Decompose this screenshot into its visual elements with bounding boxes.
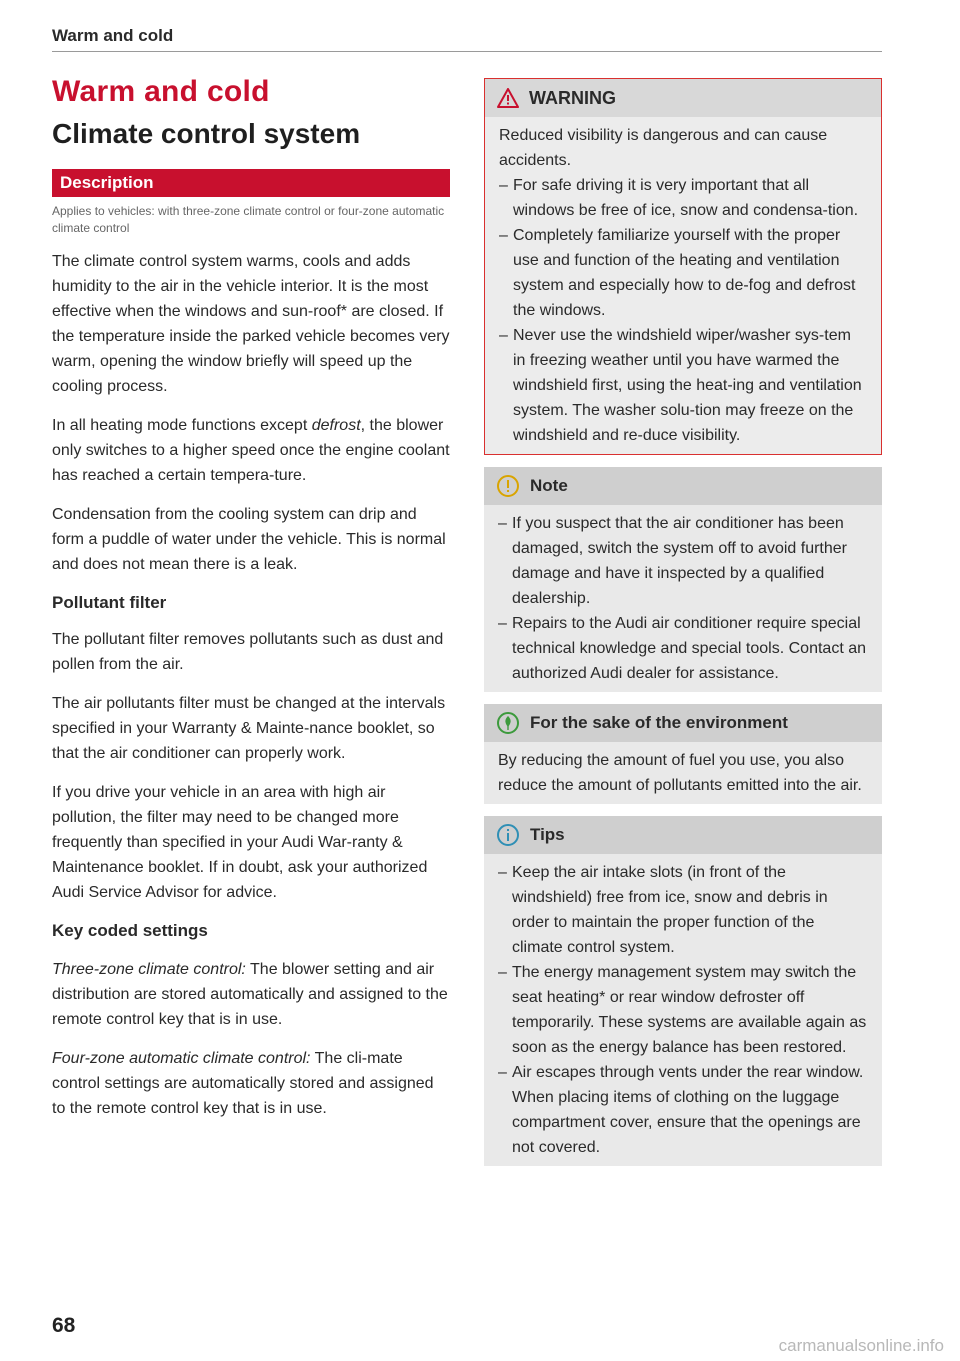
warning-box	[484, 78, 882, 455]
defrost-term: defrost	[311, 417, 361, 434]
paragraph-condensation: Condensation from the cooling system can drip and form a puddle of water under the vehicle. This is normal and does not mean there is a leak.	[52, 506, 446, 573]
environment-body: By reducing the amount of fuel you use, you also reduce the amount of pollutants emitted into the air.	[498, 752, 862, 794]
tips-list	[498, 860, 868, 1160]
paragraph-heating-post: , the blower only switches to a higher speed once the engine coolant has reached a certain tempera-ture.	[52, 417, 450, 484]
heading-key-coded: Key coded settings	[52, 921, 208, 940]
four-zone-text: The cli-mate control settings are automatically stored and assigned to the remote control key that is in use.	[52, 1050, 434, 1117]
environment-title: For the sake of the environment	[530, 713, 788, 732]
paragraph-heating-pre: In all heating mode functions except	[52, 417, 312, 434]
exclamation-circle-icon	[496, 474, 520, 498]
note-body	[484, 505, 882, 692]
paragraph-four-zone	[52, 1046, 450, 1121]
paragraph-intro: The climate control system warms, cools and adds humidity to the air in the vehicle interior. It is the most effective when the windows and sun-roof* are closed. If the temperature inside the parked vehicle becomes very warm, opening the window briefly will speed up the cooling process.	[52, 253, 450, 395]
applies-note: Applies to vehicles: with three-zone climate control or four-zone automatic climate control	[52, 204, 445, 235]
tips-header	[484, 816, 882, 854]
three-zone-text: The blower setting and air distribution are stored automatically and assigned to the remote control key that is in use.	[52, 961, 448, 1028]
list-item: – Completely familiarize yourself with the proper use and function of the heating and ventilation system and especially how to de-fog and defrost the windows.	[499, 223, 867, 323]
environment-leaf-icon	[496, 711, 520, 735]
note-list	[498, 511, 868, 686]
note-header	[484, 467, 882, 505]
list-item: – Repairs to the Audi air conditioner require special technical knowledge and special tools. Contact an authorized Audi dealer for assistance.	[498, 611, 868, 686]
description-bar: Description	[52, 169, 450, 197]
info-circle-icon	[496, 823, 520, 847]
page-number: 68	[52, 1314, 76, 1337]
paragraph-three-zone	[52, 957, 450, 1032]
warning-title: WARNING	[529, 88, 616, 108]
warning-list	[499, 173, 867, 448]
tips-box	[484, 816, 882, 1166]
chapter-title: Warm and cold	[52, 75, 270, 108]
list-item: – The energy management system may switch the seat heating* or rear window defroster off temporarily. These systems are available again as soon as the energy balance has been restored.	[498, 960, 868, 1060]
tips-title: Tips	[530, 825, 565, 844]
paragraph-pollutant-3: If you drive your vehicle in an area with high air pollution, the filter may need to be changed more frequently than specified in your Audi War-ranty & Maintenance booklet. If in doubt, ask your authorized Audi Service Advisor for advice.	[52, 784, 428, 901]
tips-body	[484, 854, 882, 1166]
list-item: – If you suspect that the air conditioner has been damaged, switch the system off to avoid further damage and have it inspected by a qualified dealership.	[498, 511, 868, 611]
paragraph-heating	[52, 413, 450, 488]
header-divider	[52, 51, 882, 52]
paragraph-pollutant-2: The air pollutants filter must be changed at the intervals specified in your Warranty & Mainte-nance booklet, so that the air conditioner can properly work.	[52, 695, 446, 762]
three-zone-term: Three-zone climate control:	[52, 961, 246, 978]
watermark: carmanualsonline.info	[778, 1336, 944, 1355]
list-item: – Air escapes through vents under the rear window. When placing items of clothing on the luggage compartment cover, ensure that the openings are not covered.	[498, 1060, 868, 1160]
list-item: – For safe driving it is very important that all windows be free of ice, snow and condensa-tion.	[499, 173, 867, 223]
list-item: – Never use the windshield wiper/washer sys-tem in freezing weather until you have warmed the windshield first, using the heat-ing and ventilation system. The washer solu-tion may freeze on the windshield and re-duce visibility.	[499, 323, 867, 448]
list-item: – Keep the air intake slots (in front of the windshield) free from ice, snow and debris in order to maintain the proper function of the climate control system.	[498, 860, 868, 960]
warning-header	[485, 79, 881, 117]
warning-triangle-icon	[497, 88, 519, 108]
four-zone-term: Four-zone automatic climate control:	[52, 1050, 311, 1067]
note-title: Note	[530, 476, 568, 495]
section-title: Climate control system	[52, 118, 361, 149]
paragraph-pollutant-1: The pollutant filter removes pollutants such as dust and pollen from the air.	[52, 631, 444, 673]
running-header: Warm and cold	[52, 26, 174, 45]
right-column	[484, 78, 882, 1166]
environment-box	[484, 704, 882, 804]
warning-intro: Reduced visibility is dangerous and can cause accidents.	[499, 127, 828, 169]
heading-pollutant-filter: Pollutant filter	[52, 593, 167, 612]
warning-body	[485, 117, 881, 454]
left-column	[52, 74, 450, 1121]
environment-header	[484, 704, 882, 742]
note-box	[484, 467, 882, 692]
